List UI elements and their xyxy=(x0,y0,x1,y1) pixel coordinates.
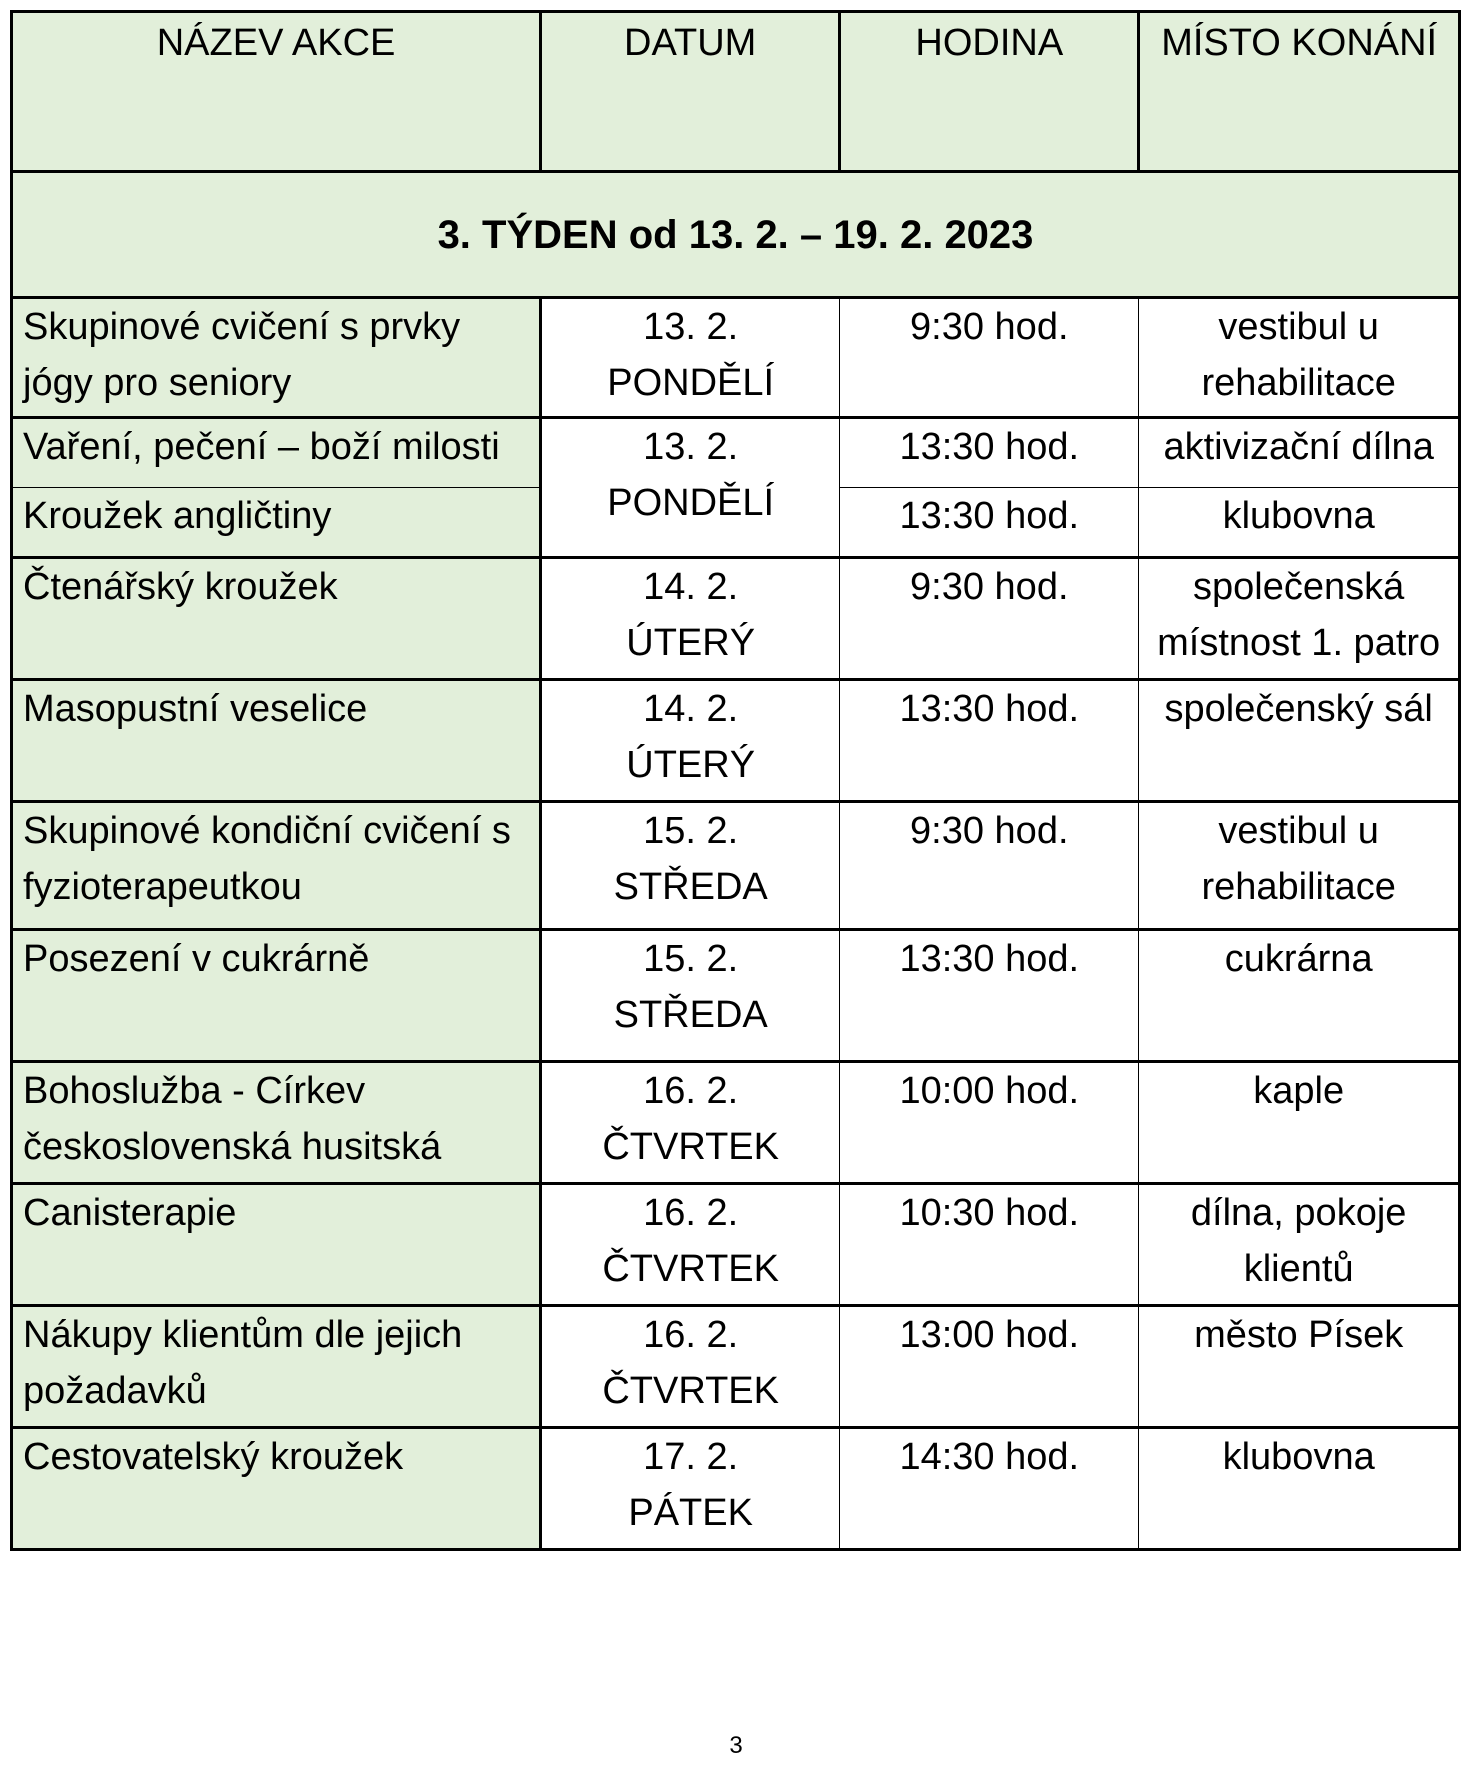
event-name: Bohoslužba - Církev československá husitská xyxy=(12,1062,541,1184)
column-header-hour: HODINA xyxy=(840,12,1139,172)
event-name: Vaření, pečení – boží milosti xyxy=(12,418,541,488)
event-place: společenská místnost 1. patro xyxy=(1139,558,1460,680)
event-date: 13. 2. PONDĚLÍ xyxy=(541,298,840,418)
event-date: 14. 2. ÚTERÝ xyxy=(541,558,840,680)
event-place: cukrárna xyxy=(1139,930,1460,1062)
event-hour: 13:00 hod. xyxy=(840,1306,1139,1428)
table-row xyxy=(12,930,1460,1062)
event-name: Čtenářský kroužek xyxy=(12,558,541,680)
event-hour: 13:30 hod. xyxy=(840,488,1139,558)
column-header-name: NÁZEV AKCE xyxy=(12,12,541,172)
table-row xyxy=(12,298,1460,418)
table-row xyxy=(12,1184,1460,1306)
event-place: aktivizační dílna xyxy=(1139,418,1460,488)
header-row xyxy=(12,12,1460,172)
page-number: 3 xyxy=(729,1732,743,1759)
event-name: Canisterapie xyxy=(12,1184,541,1306)
table-row xyxy=(12,418,1460,488)
events-table xyxy=(10,10,1461,1551)
event-name: Masopustní veselice xyxy=(12,680,541,802)
event-hour: 10:30 hod. xyxy=(840,1184,1139,1306)
column-header-place: MÍSTO KONÁNÍ xyxy=(1139,12,1460,172)
event-date: 13. 2. PONDĚLÍ xyxy=(541,418,840,558)
event-place: město Písek xyxy=(1139,1306,1460,1428)
event-hour: 14:30 hod. xyxy=(840,1428,1139,1550)
event-name: Skupinové cvičení s prvky jógy pro seniory xyxy=(12,298,541,418)
event-place: vestibul u rehabilitace xyxy=(1139,802,1460,930)
week-title: 3. TÝDEN od 13. 2. – 19. 2. 2023 xyxy=(12,172,1460,298)
event-date: 15. 2. STŘEDA xyxy=(541,930,840,1062)
column-header-date: DATUM xyxy=(541,12,840,172)
table-row xyxy=(12,558,1460,680)
event-hour: 9:30 hod. xyxy=(840,298,1139,418)
event-place: dílna, pokoje klientů xyxy=(1139,1184,1460,1306)
event-place: klubovna xyxy=(1139,488,1460,558)
event-hour: 13:30 hod. xyxy=(840,418,1139,488)
table-row xyxy=(12,680,1460,802)
event-name: Posezení v cukrárně xyxy=(12,930,541,1062)
event-date: 15. 2. STŘEDA xyxy=(541,802,840,930)
event-date: 16. 2. ČTVRTEK xyxy=(541,1184,840,1306)
event-hour: 10:00 hod. xyxy=(840,1062,1139,1184)
event-name: Kroužek angličtiny xyxy=(12,488,541,558)
event-hour: 13:30 hod. xyxy=(840,930,1139,1062)
event-hour: 9:30 hod. xyxy=(840,802,1139,930)
table-row xyxy=(12,802,1460,930)
event-hour: 13:30 hod. xyxy=(840,680,1139,802)
event-date: 14. 2. ÚTERÝ xyxy=(541,680,840,802)
table-row xyxy=(12,1306,1460,1428)
event-name: Cestovatelský kroužek xyxy=(12,1428,541,1550)
event-place: společenský sál xyxy=(1139,680,1460,802)
event-place: vestibul u rehabilitace xyxy=(1139,298,1460,418)
event-date: 17. 2. PÁTEK xyxy=(541,1428,840,1550)
event-name: Nákupy klientům dle jejich požadavků xyxy=(12,1306,541,1428)
event-place: kaple xyxy=(1139,1062,1460,1184)
event-place: klubovna xyxy=(1139,1428,1460,1550)
table-row xyxy=(12,1062,1460,1184)
event-name: Skupinové kondiční cvičení s fyzioterapeutkou xyxy=(12,802,541,930)
event-date: 16. 2. ČTVRTEK xyxy=(541,1306,840,1428)
week-row xyxy=(12,172,1460,298)
table-row xyxy=(12,1428,1460,1550)
event-hour: 9:30 hod. xyxy=(840,558,1139,680)
event-date: 16. 2. ČTVRTEK xyxy=(541,1062,840,1184)
